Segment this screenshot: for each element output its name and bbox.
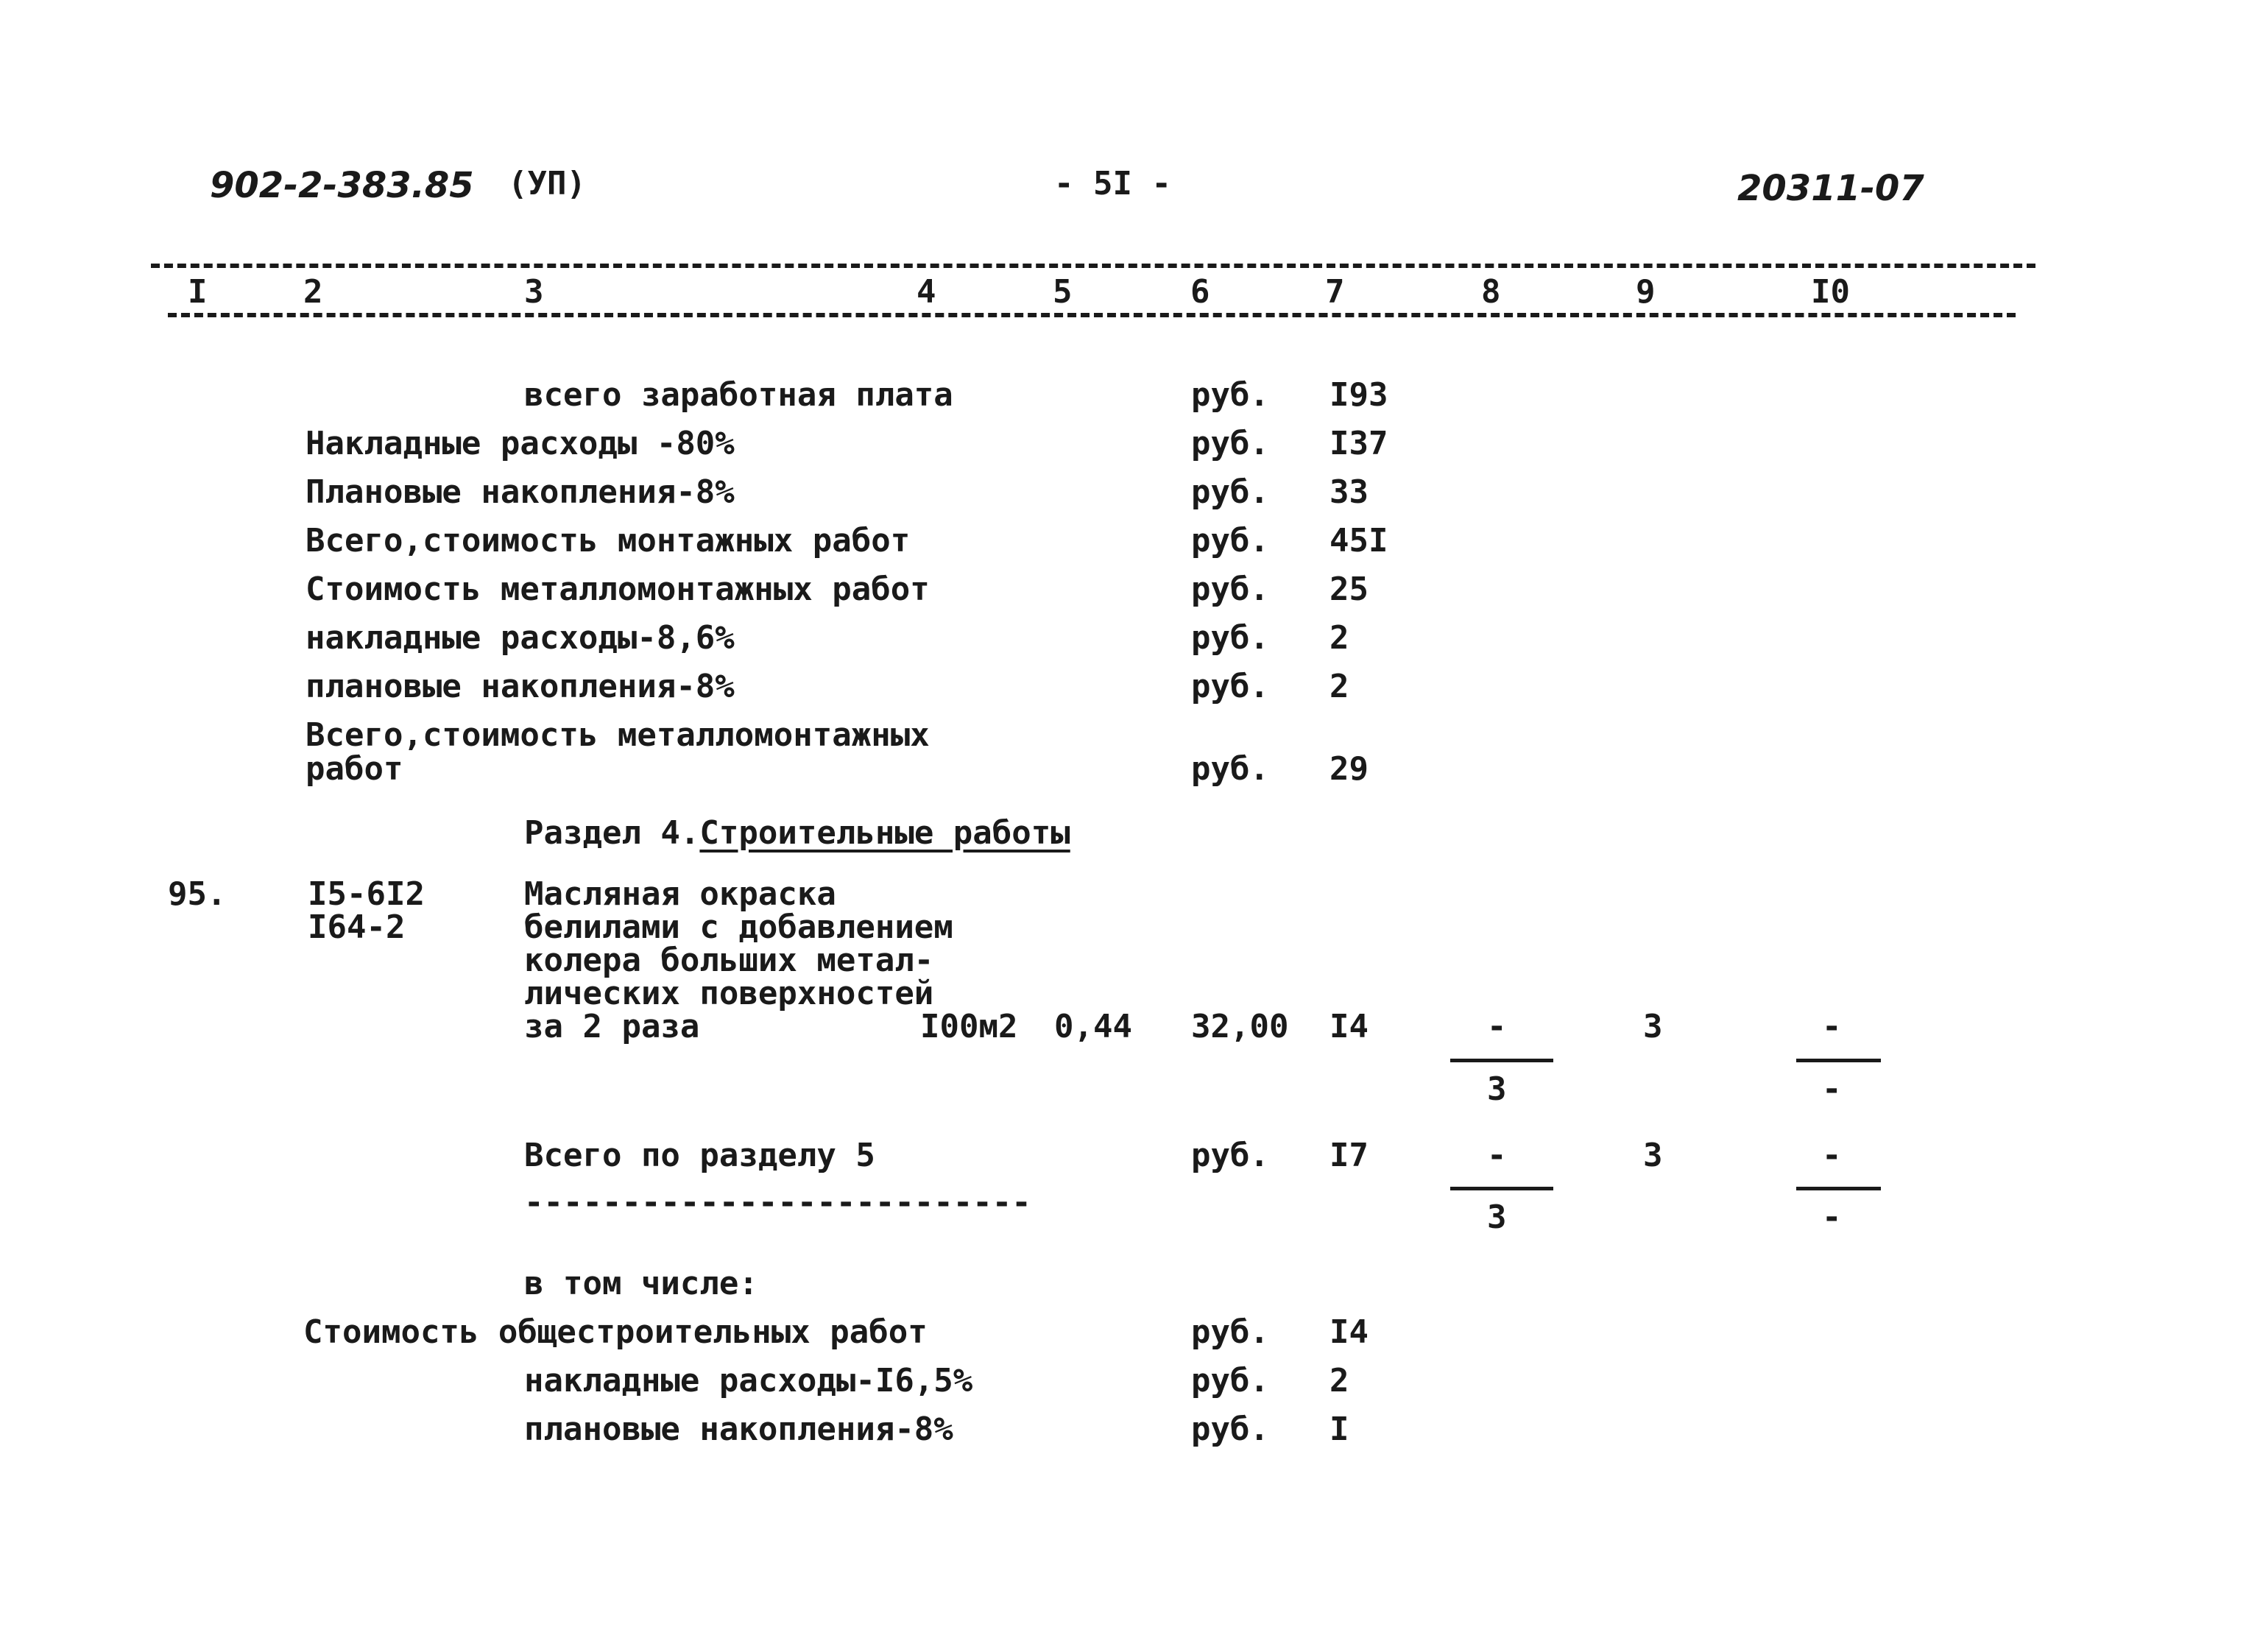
section-prefix: Раздел 4. bbox=[524, 814, 700, 852]
item-col9: 3 bbox=[1643, 1008, 1663, 1045]
col-header-9: 9 bbox=[1636, 273, 1656, 311]
item-number: 95. bbox=[168, 875, 227, 913]
section-total-value: I7 bbox=[1329, 1137, 1369, 1174]
including-row-value: I bbox=[1329, 1411, 1349, 1448]
col-header-4: 4 bbox=[917, 273, 936, 311]
summary-label: Всего,стоимость монтажных работ bbox=[306, 522, 911, 560]
including-label: в том числе: bbox=[524, 1265, 758, 1302]
item-description-line: Масляная окраска bbox=[524, 875, 836, 913]
section-total-unit: руб. bbox=[1191, 1137, 1269, 1174]
section-total-col9: 3 bbox=[1643, 1137, 1663, 1174]
section-total-col8-bottom: 3 bbox=[1487, 1199, 1507, 1236]
col-header-10: I0 bbox=[1811, 273, 1850, 311]
summary-value: 2 bbox=[1329, 619, 1349, 657]
item-code: I5-6I2 bbox=[308, 875, 425, 913]
summary-unit: руб. bbox=[1191, 473, 1269, 511]
summary-unit: руб. bbox=[1191, 619, 1269, 657]
fraction-bar bbox=[1450, 1059, 1553, 1062]
summary-label: накладные расходы-8,6% bbox=[306, 619, 735, 657]
including-row-value: 2 bbox=[1329, 1362, 1349, 1399]
summary-value: I93 bbox=[1329, 376, 1388, 414]
page-number: - 5I - bbox=[1054, 165, 1171, 202]
col-header-3: 3 bbox=[524, 273, 544, 311]
item-unit: I00м2 bbox=[920, 1008, 1018, 1045]
item-code: I64-2 bbox=[308, 908, 406, 946]
col-header-2: 2 bbox=[303, 273, 323, 311]
summary-label: Плановые накопления-8% bbox=[306, 473, 735, 511]
including-row-label: плановые накопления-8% bbox=[524, 1411, 953, 1448]
including-row-label: Стоимость общестроительных работ bbox=[303, 1313, 928, 1351]
col-header-7: 7 bbox=[1325, 273, 1345, 311]
including-row-unit: руб. bbox=[1191, 1362, 1269, 1399]
header-rule-bottom bbox=[168, 313, 2016, 317]
section-total-col10-bottom: - bbox=[1822, 1199, 1842, 1236]
total-metal-label-line1: Всего,стоимость металломонтажных bbox=[306, 716, 930, 754]
summary-value: I37 bbox=[1329, 425, 1388, 462]
summary-unit: руб. bbox=[1191, 425, 1269, 462]
summary-value: 2 bbox=[1329, 668, 1349, 705]
fraction-bar bbox=[1450, 1187, 1553, 1190]
col-header-5: 5 bbox=[1053, 273, 1073, 311]
item-col10-top: - bbox=[1822, 1008, 1842, 1045]
item-col10-bottom: - bbox=[1822, 1070, 1842, 1108]
col-header-1: I bbox=[188, 273, 208, 311]
fraction-bar bbox=[1796, 1187, 1881, 1190]
including-row-value: I4 bbox=[1329, 1313, 1369, 1351]
summary-unit: руб. bbox=[1191, 571, 1269, 608]
header-rule-top bbox=[151, 264, 2035, 268]
fraction-bar bbox=[1796, 1059, 1881, 1062]
section-heading bbox=[524, 814, 1070, 852]
total-metal-label-line2: работ bbox=[306, 750, 403, 788]
total-metal-unit: руб. bbox=[1191, 750, 1269, 788]
section-total-col10-top: - bbox=[1822, 1137, 1842, 1174]
total-metal-value: 29 bbox=[1329, 750, 1369, 788]
summary-value: 25 bbox=[1329, 571, 1369, 608]
item-description-line: белилами с добавлением bbox=[524, 908, 953, 946]
col-header-6: 6 bbox=[1190, 273, 1210, 311]
summary-label: Накладные расходы -80% bbox=[306, 425, 735, 462]
summary-label: всего заработная плата bbox=[524, 376, 953, 414]
summary-unit: руб. bbox=[1191, 522, 1269, 560]
summary-label: плановые накопления-8% bbox=[306, 668, 735, 705]
item-price: 32,00 bbox=[1191, 1008, 1289, 1045]
summary-label: Стоимость металломонтажных работ bbox=[306, 571, 930, 608]
registration-number: 20311-07 bbox=[1737, 168, 1924, 209]
doc-variant: (УП) bbox=[508, 165, 586, 202]
summary-value: 45I bbox=[1329, 522, 1388, 560]
item-description-line: лических поверхностей bbox=[524, 975, 934, 1012]
col-header-8: 8 bbox=[1481, 273, 1501, 311]
doc-code: 902-2-383.85 bbox=[210, 165, 474, 206]
section-total-underline: -------------------------- bbox=[524, 1184, 1031, 1221]
item-col8-bottom: 3 bbox=[1487, 1070, 1507, 1108]
including-row-label: накладные расходы-I6,5% bbox=[524, 1362, 973, 1399]
summary-unit: руб. bbox=[1191, 668, 1269, 705]
section-total-col8-top: - bbox=[1487, 1137, 1507, 1174]
item-description-line: колера больших метал- bbox=[524, 942, 934, 979]
item-total: I4 bbox=[1329, 1008, 1369, 1045]
summary-value: 33 bbox=[1329, 473, 1369, 511]
summary-unit: руб. bbox=[1191, 376, 1269, 414]
including-row-unit: руб. bbox=[1191, 1411, 1269, 1448]
item-quantity: 0,44 bbox=[1054, 1008, 1132, 1045]
section-total-label: Всего по разделу 5 bbox=[524, 1137, 875, 1174]
including-row-unit: руб. bbox=[1191, 1313, 1269, 1351]
item-col8-top: - bbox=[1487, 1008, 1507, 1045]
item-description-line: за 2 раза bbox=[524, 1008, 700, 1045]
section-title: Строительные работы bbox=[699, 814, 1070, 852]
